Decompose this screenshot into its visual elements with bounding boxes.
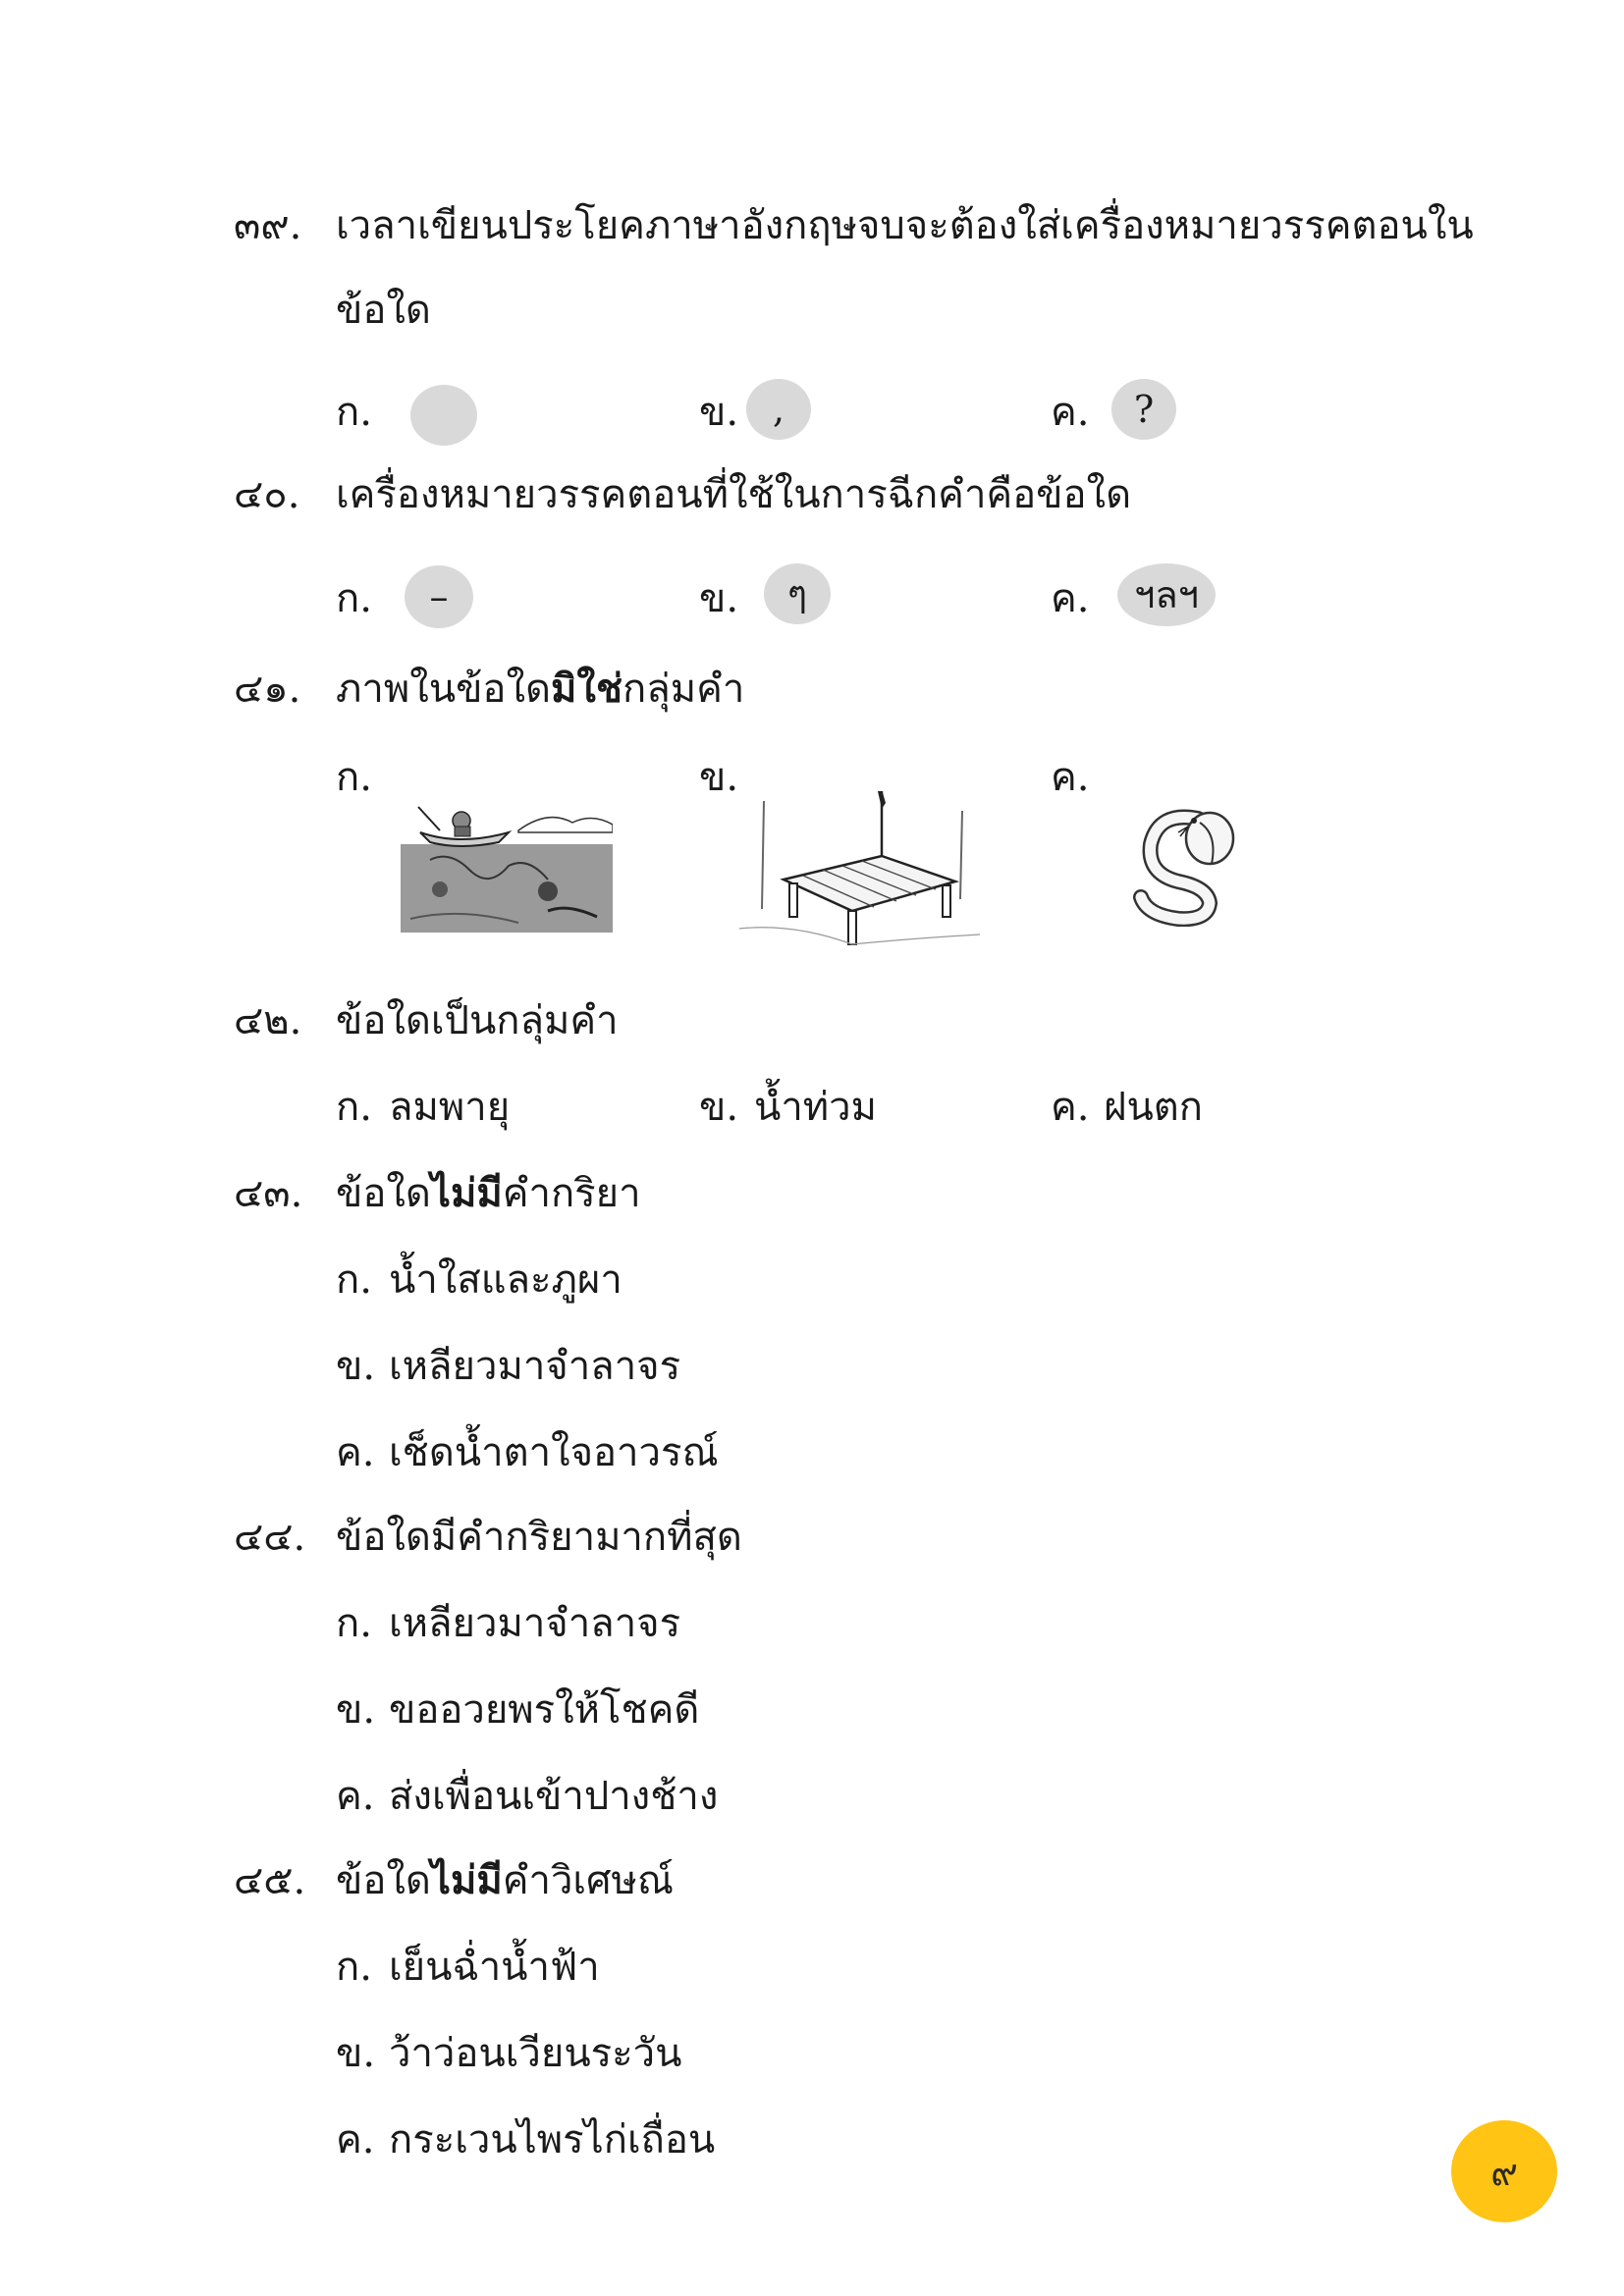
option-text[interactable]: เหลียวมาจำลาจร [389, 1344, 681, 1389]
option-symbol-maiyamok[interactable]: ๆ [764, 563, 831, 624]
snake-illustration[interactable] [1129, 805, 1243, 927]
option-text[interactable]: เหลียวมาจำลาจร [389, 1601, 681, 1646]
question-text: ภาพในข้อใดมิใช่กลุ่มคำ [336, 666, 745, 712]
question-number: ๔๓. [234, 1171, 303, 1216]
fishing-boat-illustration[interactable] [401, 801, 613, 933]
question-number: ๔๕. [234, 1858, 306, 1903]
question-text: เครื่องหมายวรรคตอนที่ใช้ในการฉีกคำคือข้อใด [336, 472, 1132, 517]
option-letter: ค. [1051, 1085, 1090, 1130]
question-number: ๔๑. [234, 667, 301, 712]
option-letter: ก. [336, 1945, 372, 1990]
option-letter: ข. [699, 1085, 739, 1130]
option-text[interactable]: น้ำท่วม [754, 1085, 877, 1130]
option-letter: ค. [336, 2117, 375, 2163]
option-letter: ข. [336, 1344, 376, 1389]
option-text[interactable]: กระเวนไพรไก่เถื่อน [389, 2117, 716, 2163]
option-text[interactable]: ส่งเพื่อนเข้าปางช้าง [389, 1774, 719, 1819]
option-letter: ก. [336, 1601, 372, 1646]
question-number: ๔๔. [234, 1515, 306, 1560]
page-number: ๙ [1490, 2150, 1518, 2194]
option-letter: ค. [1051, 755, 1090, 800]
question-number: ๔๐. [234, 472, 300, 517]
option-text[interactable]: เย็นฉ่ำน้ำฟ้า [389, 1945, 600, 1990]
option-text[interactable]: ลมพายุ [389, 1085, 511, 1130]
option-text[interactable]: ว้าว่อนเวียนระวัน [389, 2031, 682, 2076]
option-symbol-comma[interactable]: , [746, 379, 811, 440]
question-text-continued: ข้อใด [336, 288, 431, 333]
option-letter: ก. [336, 755, 372, 800]
option-symbol-laeng[interactable]: ฯลฯ [1117, 563, 1216, 626]
question-text: ข้อใดเป็นกลุ่มคำ [336, 998, 619, 1043]
option-letter: ก. [336, 1257, 372, 1303]
option-symbol-question[interactable]: ? [1111, 379, 1176, 440]
question-text: ข้อใดมีคำกริยามากที่สุด [336, 1515, 742, 1560]
question-number: ๓๙. [234, 203, 302, 248]
option-letter: ข. [699, 390, 739, 435]
question-number: ๔๒. [234, 998, 302, 1043]
option-text[interactable]: น้ำใสและภูผา [389, 1257, 623, 1303]
question-text: ข้อใดไม่มีคำกริยา [336, 1170, 641, 1216]
option-text[interactable]: เช็ดน้ำตาใจอาวรณ์ [389, 1430, 719, 1475]
option-text[interactable]: ขออวยพรให้โชคดี [389, 1687, 700, 1733]
option-letter: ก. [336, 1085, 372, 1130]
option-text[interactable]: ฝนตก [1104, 1085, 1203, 1130]
option-letter: ค. [1051, 576, 1090, 621]
option-letter: ข. [336, 1687, 376, 1733]
option-letter: ค. [336, 1430, 375, 1475]
option-symbol-period[interactable] [410, 385, 477, 446]
option-letter: ข. [699, 755, 739, 800]
option-letter: ข. [336, 2031, 376, 2076]
option-symbol-hyphen[interactable]: – [405, 565, 473, 628]
page-number-badge [1451, 2120, 1557, 2222]
bamboo-bed-illustration[interactable] [734, 791, 986, 952]
option-letter: ค. [336, 1774, 375, 1819]
option-letter: ก. [336, 576, 372, 621]
option-letter: ก. [336, 390, 372, 435]
option-letter: ค. [1051, 390, 1090, 435]
option-letter: ข. [699, 576, 739, 621]
question-text: เวลาเขียนประโยคภาษาอังกฤษจบจะต้องใส่เครื่องหมายวรรคตอนใน [336, 203, 1474, 248]
question-text: ข้อใดไม่มีคำวิเศษณ์ [336, 1857, 674, 1903]
